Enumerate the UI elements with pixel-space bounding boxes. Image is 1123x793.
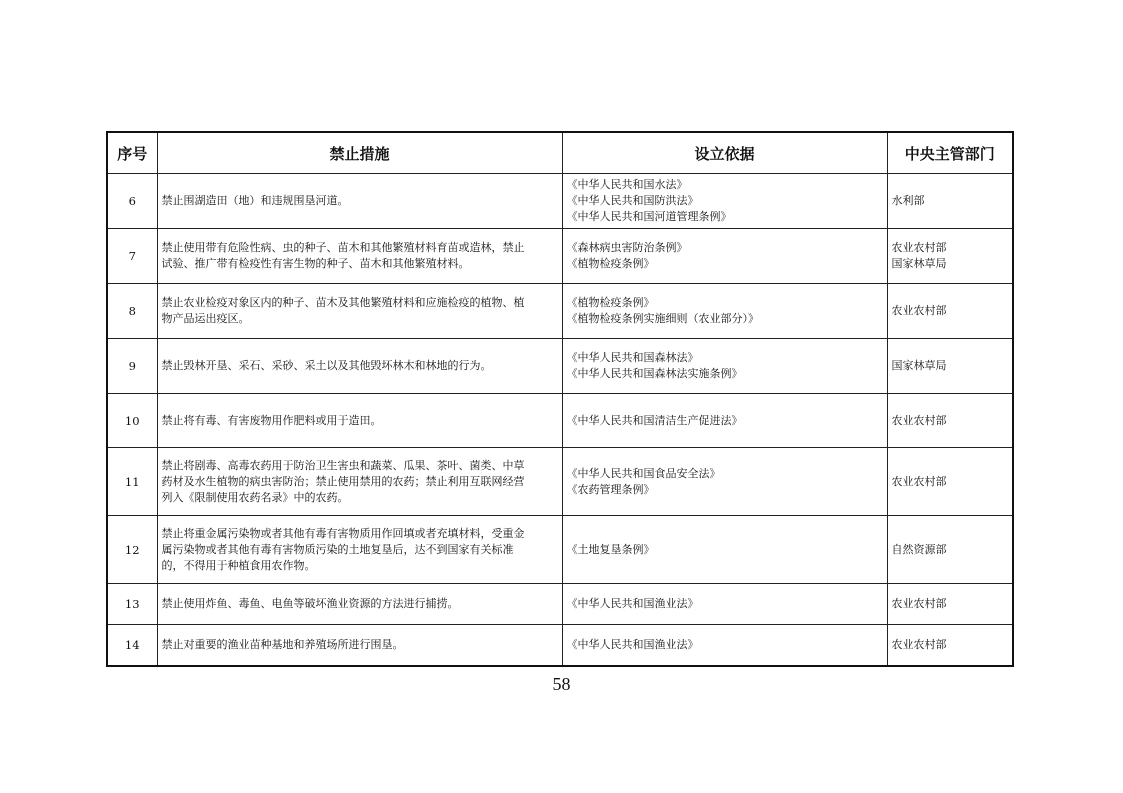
row-measure [157,584,562,625]
measure-line: 禁止毁林开垦、采石、采砂、采土以及其他毁坏林木和林地的行为。 [161,359,492,372]
row-basis [562,339,887,394]
row-basis [562,229,887,284]
basis-line: 《农药管理条例》 [566,482,655,496]
department-line: 水利部 [891,194,925,207]
department-line: 农业农村部 [891,597,947,610]
row-department [887,284,1013,339]
row-serial-number: 7 [107,229,157,284]
basis-line: 《中华人民共和国森林法实施条例》 [566,367,743,380]
table-row [107,174,1013,229]
row-basis [562,516,887,584]
row-basis [562,448,887,516]
row-basis [562,174,887,229]
basis-line: 《土地复垦条例》 [566,542,655,556]
basis-line: 《中华人民共和国森林法》 [566,351,699,364]
basis-line: 《植物检疫条例》 [566,257,655,270]
row-serial-number: 12 [107,516,157,584]
table-row [107,229,1013,284]
measure-line: 药材及水生植物的病虫害防治；禁止使用禁用的农药；禁止利用互联网经营 [161,474,525,488]
department-line: 农业农村部 [891,304,947,317]
table-row [107,625,1013,666]
basis-line: 《中华人民共和国渔业法》 [566,637,699,651]
row-department [887,229,1013,284]
row-department [887,625,1013,666]
department-line: 国家林草局 [891,257,947,270]
header-prohibited-measure: 禁止措施 [157,132,562,174]
row-basis [562,394,887,448]
row-measure [157,394,562,448]
measure-line: 禁止对重要的渔业苗种基地和养殖场所进行围垦。 [161,637,404,651]
table-row [107,516,1013,584]
row-basis [562,625,887,666]
row-department [887,516,1013,584]
row-measure [157,448,562,516]
row-department [887,584,1013,625]
header-central-department: 中央主管部门 [887,132,1013,174]
measure-line: 禁止将剧毒、高毒农药用于防治卫生害虫和蔬菜、瓜果、茶叶、菌类、中草 [161,458,525,472]
basis-line: 《中华人民共和国食品安全法》 [566,466,721,480]
department-line: 国家林草局 [891,359,947,372]
row-department [887,339,1013,394]
measure-line: 禁止使用炸鱼、毒鱼、电鱼等破坏渔业资源的方法进行捕捞。 [161,597,459,610]
basis-line: 《中华人民共和国河道管理条例》 [566,210,732,223]
basis-line: 《中华人民共和国防洪法》 [566,194,699,207]
row-department [887,174,1013,229]
row-measure [157,516,562,584]
basis-line: 《中华人民共和国渔业法》 [566,597,699,610]
measure-line: 属污染物或者其他有毒有害物质污染的土地复垦后，达不到国家有关标准 [161,542,514,556]
row-measure [157,174,562,229]
measure-line: 的，不得用于种植食用农作物。 [161,558,316,572]
table-header [107,132,1013,174]
row-basis [562,284,887,339]
basis-line: 《森林病虫害防治条例》 [566,241,688,254]
measure-line: 物产品运出疫区。 [161,312,250,325]
row-serial-number: 6 [107,174,157,229]
measure-line: 禁止围湖造田（地）和违规围垦河道。 [161,194,349,207]
basis-line: 《中华人民共和国清洁生产促进法》 [566,413,743,427]
measure-line: 禁止将有毒、有害废物用作肥料或用于造田。 [161,413,382,427]
row-serial-number: 9 [107,339,157,394]
table-body [107,174,1013,666]
table-row [107,394,1013,448]
header-row [107,132,1013,174]
department-line: 农业农村部 [891,474,947,488]
basis-line: 《中华人民共和国水法》 [566,178,688,191]
basis-line: 《植物检疫条例实施细则（农业部分）》 [566,312,759,325]
row-serial-number: 14 [107,625,157,666]
prohibited-measures-table [106,131,1014,667]
page-number: 58 [552,674,571,694]
header-serial-number: 序号 [107,132,157,174]
measure-line: 试验、推广带有检疫性有害生物的种子、苗木和其他繁殖材料。 [161,257,470,270]
row-serial-number: 13 [107,584,157,625]
row-department [887,448,1013,516]
row-measure [157,229,562,284]
row-measure [157,625,562,666]
row-basis [562,584,887,625]
department-line: 自然资源部 [891,542,947,556]
table-row [107,284,1013,339]
department-line: 农业农村部 [891,637,947,651]
row-measure [157,284,562,339]
row-serial-number: 10 [107,394,157,448]
measure-line: 列入《限制使用农药名录》中的农药。 [161,490,349,504]
table-row [107,448,1013,516]
row-measure [157,339,562,394]
table-row [107,584,1013,625]
row-serial-number: 11 [107,448,157,516]
measure-line: 禁止使用带有危险性病、虫的种子、苗木和其他繁殖材料育苗或造林，禁止 [161,241,525,254]
table-row [107,339,1013,394]
header-legal-basis: 设立依据 [562,132,887,174]
measure-line: 禁止农业检疫对象区内的种子、苗木及其他繁殖材料和应施检疫的植物、植 [161,296,525,309]
basis-line: 《植物检疫条例》 [566,296,655,309]
row-department [887,394,1013,448]
measure-line: 禁止将重金属污染物或者其他有毒有害物质用作回填或者充填材料，受重金 [161,526,525,540]
department-line: 农业农村部 [891,241,947,254]
row-serial-number: 8 [107,284,157,339]
department-line: 农业农村部 [891,413,947,427]
